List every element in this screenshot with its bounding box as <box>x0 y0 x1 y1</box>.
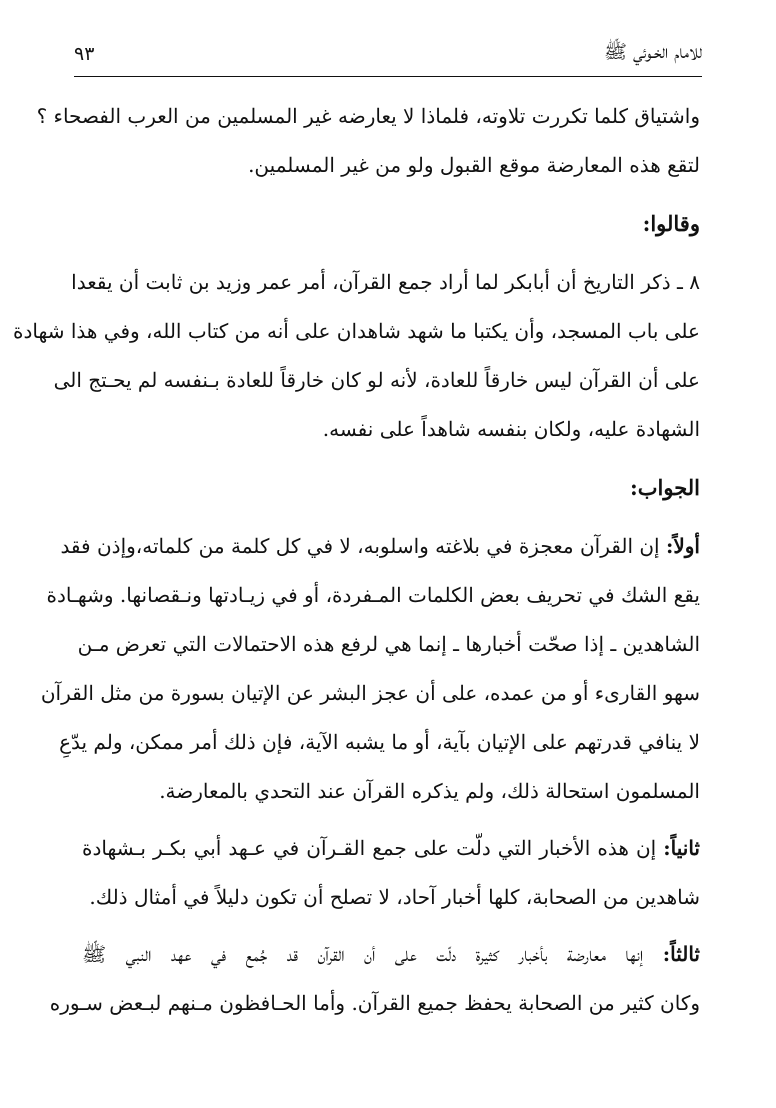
running-title: للامام الخـوئي ﷺ <box>604 41 702 63</box>
heading-answer: الجواب: <box>630 475 700 500</box>
text-line: يقع الشك في تحريف بعض الكلمات المـفردة، أو في زيـادتها ونـقصانها. وشهـادة <box>46 583 700 607</box>
text-line: لتقع هذه المعارضة موقع القبول ولو من غير المسلمين. <box>248 153 700 177</box>
heading-they-said: وقالوا: <box>642 211 700 236</box>
text-line: واشتياق كلما تكررت تلاوته، فلماذا لا يعارضه غير المسلمين من العرب الفصحاء ؟ <box>36 104 700 128</box>
text-line: ثالثاً: إنها معارضة بأخبار كثيرة دلّت على أن القرآن قد جُمع في عهد النبي ﷺ <box>82 942 700 966</box>
text-line: على باب المسجد، وأن يكتبا ما شهد شاهدان على أنه من كتاب الله، وفي هذا شهادة <box>13 319 700 343</box>
page-header <box>74 36 702 72</box>
text-line: سهو القارىء أو من عمده، على أن عجز البشر عن الإتيان بسورة من مثل القرآن <box>40 681 700 705</box>
text-line: على أن القرآن ليس خارقاً للعادة، لأنه لو كان خارقاً للعادة بـنفسه لم يحـتج الى <box>53 368 700 392</box>
text-line: المسلمون استحالة ذلك، ولم يذكره القرآن عند التحدي بالمعارضة. <box>159 779 700 803</box>
paragraph-continuation <box>36 92 700 190</box>
text-line: الشاهدين ـ إذا صحّت أخبارها ـ إنما هي لرفع هذه الاحتمالات التي تعرض مـن <box>77 632 700 656</box>
paragraph-claim-8 <box>13 258 700 454</box>
header-rule <box>74 76 702 77</box>
point-lead: ثانياً: <box>663 836 700 860</box>
text-line: ٨ ـ ذكر التاريخ أن أبابكر لما أراد جمع القرآن، أمر عمر وزيد بن ثابت أن يقعدا <box>71 270 700 294</box>
text-line: لا ينافي قدرتهم على الإتيان بآية، أو ما يشبه الآية، فإن ذلك أمر ممكن، ولم يدّعِ <box>59 730 700 754</box>
point-lead: ثالثاً: <box>662 942 700 966</box>
page-number: ٩٣ <box>74 43 95 65</box>
text-line: ثانياً: إن هذه الأخبار التي دلّت على جمع القـرآن في عـهد أبي بكـر بـشهادة <box>82 836 700 860</box>
paragraph-second-point <box>82 824 700 922</box>
text-line: الشهادة عليه، ولكان بنفسه شاهداً على نفسه. <box>322 417 700 441</box>
point-lead: أولاً: <box>665 534 700 558</box>
text-line: شاهدين من الصحابة، كلها أخبار آحاد، لا تصلح أن تكون دليلاً في أمثال ذلك. <box>89 885 700 909</box>
paragraph-third-point <box>49 930 700 1028</box>
text-line: وكان كثير من الصحابة يحفظ جميع القرآن. وأما الحـافظون مـنهم لبـعض سـوره <box>49 991 700 1015</box>
page-body <box>13 92 700 1028</box>
text-line: أولاً: إن القرآن معجزة في بلاغته واسلوبه، لا في كل كلمة من كلماته،وإذن فقد <box>60 534 700 558</box>
paragraph-first-point <box>40 522 700 816</box>
